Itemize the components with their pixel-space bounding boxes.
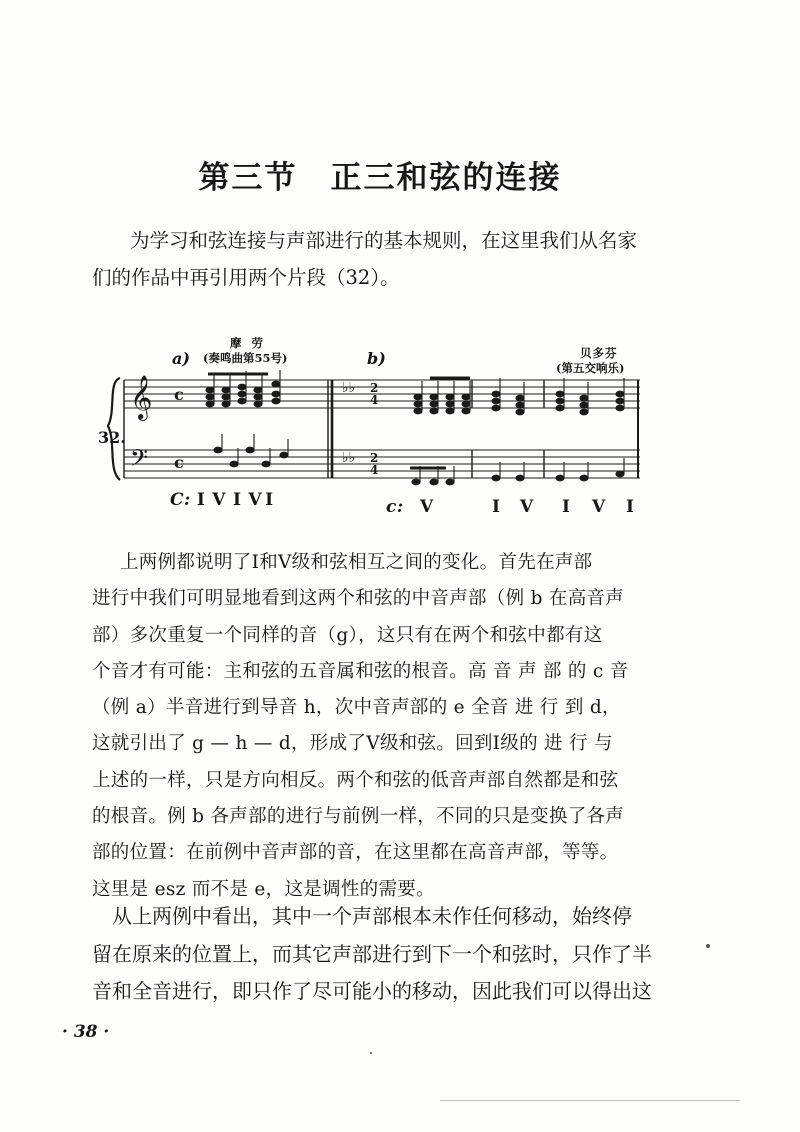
time-signature-24: 2	[370, 381, 379, 395]
scan-speck	[370, 1052, 372, 1054]
note-head	[515, 409, 524, 416]
note-head	[579, 475, 588, 482]
note-heads	[205, 381, 624, 486]
treble-clef-icon: 𝄞	[130, 375, 153, 419]
note-head	[429, 394, 438, 401]
scan-line	[440, 1100, 740, 1101]
note-head	[221, 387, 230, 394]
note-head	[245, 447, 254, 454]
degree-label: I	[562, 497, 571, 517]
note-head	[615, 405, 624, 412]
degree-label: V	[520, 497, 534, 517]
example-a-harmony	[170, 490, 274, 510]
intro-line: 们的作品中再引用两个片段（32）。	[92, 266, 400, 289]
note-head	[445, 394, 454, 401]
note-head	[221, 401, 230, 408]
body-line: 上述的一样，只是方向相反。两个和弦的低音声部自然都是和弦	[92, 769, 619, 791]
degree-label: V	[592, 497, 606, 517]
section-title: 第三节 正三和弦的连接	[198, 160, 562, 196]
time-signature-24: 4	[370, 463, 379, 477]
note-head	[515, 395, 524, 402]
note-head	[445, 479, 454, 486]
note-head	[555, 391, 564, 398]
note-head	[205, 394, 214, 401]
note-head	[413, 408, 422, 415]
note-head	[261, 461, 270, 468]
note-head	[237, 398, 246, 405]
bass-staff	[124, 450, 640, 478]
intro-paragraph	[92, 222, 692, 296]
music-score	[100, 370, 660, 490]
degree-label: I	[232, 490, 242, 510]
note-head	[253, 401, 262, 408]
note-head	[579, 402, 588, 409]
note-head	[515, 475, 524, 482]
note-head	[461, 394, 470, 401]
note-head	[279, 452, 288, 459]
body-line: 音和全音进行，即只作了尽可能小的移动，因此我们可以得出这	[92, 979, 652, 1003]
note-head	[253, 387, 262, 394]
bass-clef-icon: 𝄢	[130, 444, 149, 477]
example-b-key: c:	[386, 497, 404, 517]
body-line: 这就引出了 g — h — d，形成了Ⅴ级和弦。回到Ⅰ级的 进 行 与	[92, 733, 613, 755]
body-line: 的根音。例 b 各声部的进行与前例一样，不同的只是变换了各声	[92, 806, 625, 828]
example-b-composer: 贝多芬	[580, 346, 618, 360]
degree-label: I	[196, 490, 206, 510]
note-head	[271, 391, 280, 398]
body-paragraph	[92, 545, 692, 908]
body-line: 从上两例中看出，其中一个声部根本未作任何移动，始终停	[92, 904, 632, 928]
note-head	[413, 401, 422, 408]
example-b-label: b)	[367, 349, 386, 368]
note-head	[445, 401, 454, 408]
example-b-work: (第五交响乐)	[556, 361, 625, 375]
note-beams	[208, 370, 470, 468]
note-head	[411, 479, 420, 486]
body-line: 进行中我们可明显地看到这两个和弦的中音声部（例 b 在高音声	[92, 588, 625, 610]
brace-symbol	[108, 378, 120, 480]
scan-speck	[706, 944, 710, 948]
note-head	[515, 402, 524, 409]
note-head	[555, 405, 564, 412]
note-head	[491, 475, 500, 482]
note-head	[237, 391, 246, 398]
time-signature-24: 2	[370, 451, 379, 465]
note-head	[491, 398, 500, 405]
note-head	[491, 405, 500, 412]
note-head	[229, 461, 238, 468]
example-a-composer: 摩 劳	[230, 336, 267, 350]
time-signature-c: c	[174, 385, 184, 404]
note-head	[429, 401, 438, 408]
flat-signature: ♭♭	[342, 450, 356, 466]
note-head	[579, 395, 588, 402]
degree-label: V	[420, 497, 434, 517]
note-head	[429, 479, 438, 486]
degree-label: I	[265, 490, 274, 510]
note-head	[579, 409, 588, 416]
body-line: （例 a）半音进行到导音 h，次中音声部的 e 全音 进 行 到 d，	[92, 697, 621, 719]
note-head	[205, 401, 214, 408]
time-signature-24: 4	[370, 393, 379, 407]
key-label: C:	[170, 490, 191, 510]
degree-label: I	[626, 497, 635, 517]
body-line: 个音才有可能：主和弦的五音属和弦的根音。高 音 声 部 的 c 音	[92, 660, 629, 682]
note-head	[615, 391, 624, 398]
example-a-label: a)	[172, 349, 190, 368]
note-head	[213, 447, 222, 454]
time-signature-c: c	[174, 453, 184, 472]
note-head	[205, 387, 214, 394]
body-line: 上两例都说明了Ⅰ和Ⅴ级和弦相互之间的变化。首先在声部	[120, 552, 593, 573]
degree-label: V	[212, 490, 226, 510]
example-number: 32.	[98, 428, 126, 447]
body-line: 留在原来的位置上，而其它声部进行到下一个和弦时，只作了半	[92, 941, 652, 966]
note-head	[221, 394, 230, 401]
note-head	[555, 398, 564, 405]
body-line: 部）多次重复一个同样的音（g），这只有在两个和弦中都有这	[92, 624, 603, 646]
degree-label: I	[492, 497, 501, 517]
note-head	[555, 475, 564, 482]
note-head	[461, 401, 470, 408]
note-head	[461, 408, 470, 415]
note-head	[253, 394, 262, 401]
note-head	[615, 471, 624, 478]
note-head	[615, 398, 624, 405]
body-paragraph-2	[92, 898, 692, 1011]
note-head	[413, 394, 422, 401]
note-head	[429, 408, 438, 415]
body-line: 部的位置：在前例中音声部的音，在这里都在高音声部，等等。	[92, 842, 619, 864]
note-head	[445, 408, 454, 415]
note-head	[271, 398, 280, 405]
note-head	[237, 384, 246, 391]
example-a-work: (奏鸣曲第55号)	[203, 351, 288, 365]
flat-signature: ♭♭	[342, 380, 356, 396]
body-line: 这里是 esz 而不是 e，这是调性的需要。	[92, 878, 435, 900]
note-head	[491, 391, 500, 398]
degree-label: V	[248, 490, 263, 510]
intro-line: 为学习和弦连接与声部进行的基本规则，在这里我们从名家	[130, 229, 638, 252]
page-number: · 38 ·	[62, 1022, 110, 1042]
note-head	[271, 381, 280, 388]
